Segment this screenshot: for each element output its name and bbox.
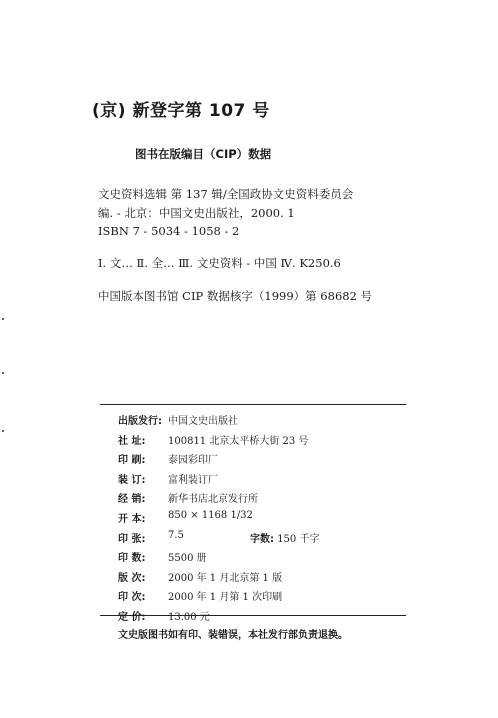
cip-line-classification: Ⅰ. 文… Ⅱ. 全… Ⅲ. 文史资料 - 中国 Ⅳ. K250.6 (98, 256, 341, 270)
pub-row-printer (118, 451, 408, 471)
pub-label: 印 张: (118, 533, 146, 545)
cip-line-series: 文史资料选辑 第 137 辑/全国政协文史资料委员会 (98, 187, 354, 201)
pub-value: 泰园彩印厂 (168, 455, 218, 467)
publication-info (118, 412, 408, 628)
pub-row-print-run (118, 549, 408, 569)
pub-value: 中国文史出版社 (168, 416, 238, 427)
pub-label: 定 价: (118, 611, 146, 623)
pub-row-format (118, 510, 408, 530)
pub-label: 印 刷: (118, 455, 146, 467)
pub-row-distributor (118, 490, 408, 510)
pub-label: 装 订: (118, 474, 146, 486)
pub-label: 经 销: (118, 494, 146, 506)
scan-speck (2, 372, 4, 374)
return-notice: 文史版图书如有印、装错误，本社发行部负责退换。 (118, 630, 348, 641)
pub-label: 社 址: (118, 435, 146, 447)
pub-label: 印 数: (118, 553, 146, 565)
pub-row-address (118, 432, 408, 452)
pub-word-count (250, 530, 319, 545)
pub-row-printing (118, 588, 408, 608)
registration-number: (京) 新登字第 107 号 (92, 101, 270, 121)
pub-label: 出版发行: (118, 416, 162, 427)
pub-row-publisher (118, 412, 408, 432)
pub-value: 2000 年 1 月北京第 1 版 (168, 572, 283, 584)
pub-value: 100811 北京太平桥大街 23 号 (168, 435, 309, 447)
pub-row-binder (118, 471, 408, 491)
divider-top (100, 404, 406, 405)
pub-value: 7.5 (168, 529, 184, 541)
scan-speck (2, 430, 4, 432)
pub-label: 版 次: (118, 572, 146, 584)
scan-speck (2, 318, 4, 320)
pub-value: 富利装订厂 (168, 474, 218, 486)
pub-row-edition (118, 569, 408, 589)
pub-value: 2000 年 1 月第 1 次印刷 (168, 592, 283, 604)
pub-value-word-count: 150 千字 (277, 533, 320, 545)
pub-value: 新华书店北京发行所 (168, 494, 258, 506)
pub-value: 850 × 1168 1/32 (168, 509, 253, 521)
divider-bottom (100, 615, 406, 616)
pub-label: 印 次: (118, 592, 146, 604)
cip-line-publisher: 编. - 北京：中国文史出版社，2000. 1 (98, 206, 295, 220)
pub-value: 5500 册 (168, 553, 207, 565)
pub-label: 开 本: (118, 513, 146, 525)
pub-row-price (118, 608, 408, 628)
cip-heading: 图书在版编目（CIP）数据 (135, 147, 272, 161)
pub-value: 13.00 元 (168, 611, 210, 623)
cip-line-isbn: ISBN 7 - 5034 - 1058 - 2 (98, 224, 240, 238)
pub-label-word-count: 字数: (250, 533, 274, 545)
cip-line-record-number: 中国版本图书馆 CIP 数据核字（1999）第 68682 号 (98, 289, 373, 303)
pub-row-sheets (118, 530, 408, 550)
